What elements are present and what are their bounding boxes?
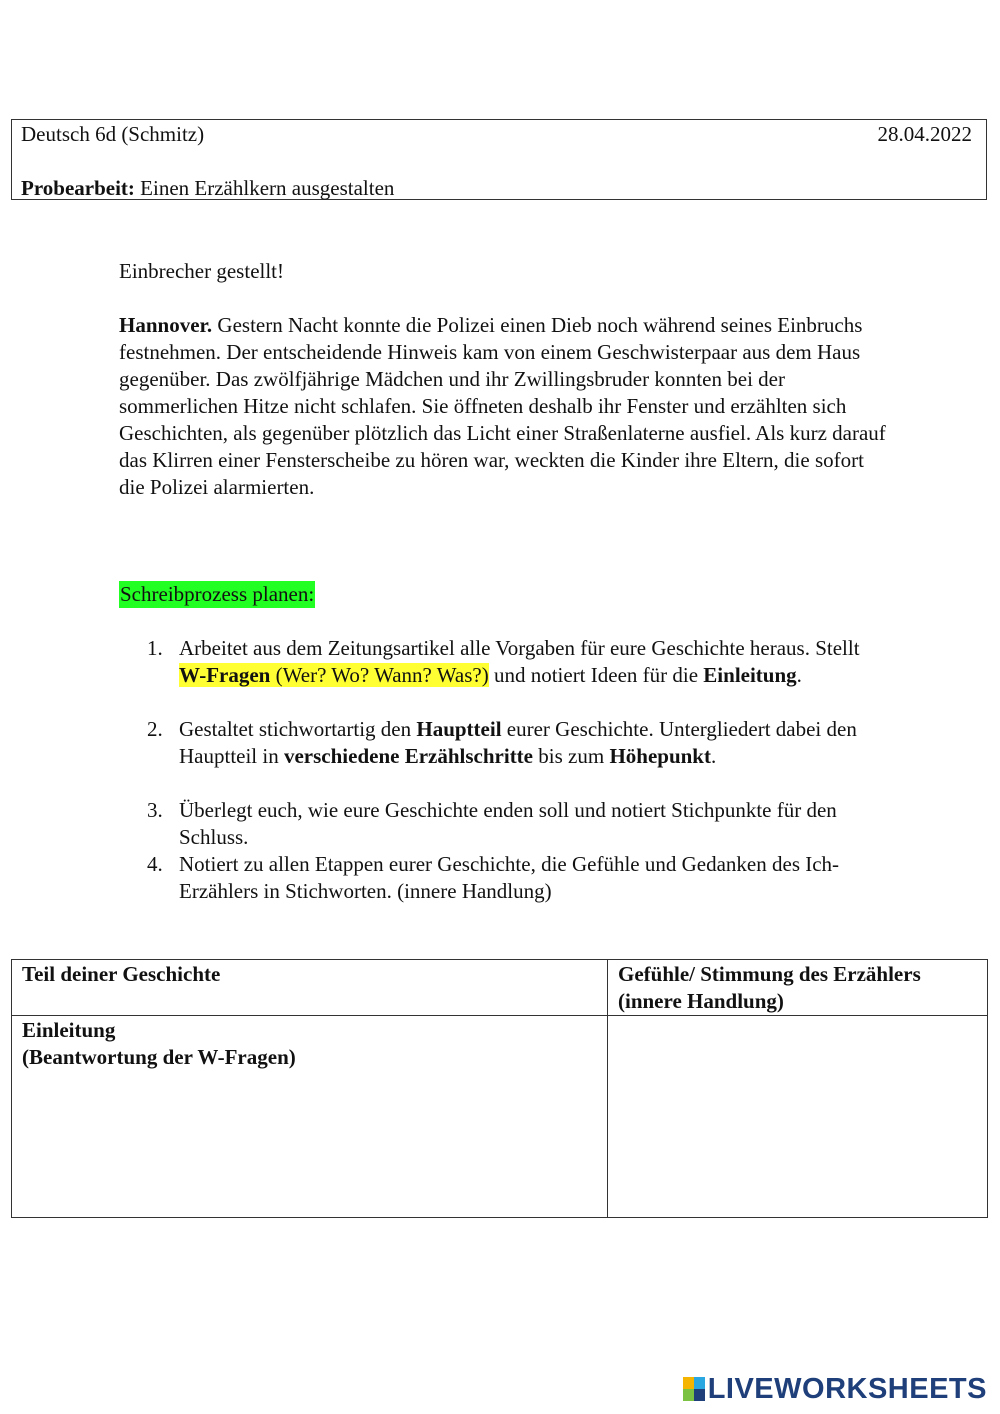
exam-title (21, 176, 394, 201)
header-text: (innere Handlung) (618, 989, 784, 1013)
liveworksheets-logo (683, 1372, 987, 1406)
brand-text: LIVEWORKSHEETS (707, 1373, 987, 1405)
table-header-feelings (608, 960, 988, 1016)
task-text: eurer Geschichte. Untergliedert dabei den Hauptteil in (179, 717, 857, 768)
table-header-part (12, 960, 608, 1016)
task-item-2 (147, 716, 887, 770)
task-text: Überlegt euch, wie eure Geschichte enden soll und notiert Stichpunkte für den Schluss. (179, 798, 837, 849)
task-keyword: Hauptteil (416, 717, 502, 741)
task-keyword: Einleitung (703, 663, 797, 687)
article-body (119, 312, 889, 501)
task-list (147, 635, 887, 905)
task-keyword: Höhepunkt (609, 744, 711, 768)
header-box (11, 119, 987, 200)
plan-heading: Schreibprozess planen: (120, 582, 315, 606)
w-questions-highlight (179, 663, 489, 687)
table-row (12, 1016, 988, 1218)
task-text: bis zum (533, 744, 610, 768)
task-text: Arbeitet aus dem Zeitungsartikel alle Vorgaben für eure Geschichte heraus. Stellt (179, 636, 860, 660)
article-title: Einbrecher gestellt! (119, 259, 285, 283)
course-name: Deutsch 6d (Schmitz) (21, 122, 205, 146)
article-location: Hannover. (119, 313, 213, 337)
liveworksheets-logo-icon (683, 1377, 705, 1401)
task-text: und notiert Ideen für die (488, 663, 704, 687)
task-text: (Wer? Wo? Wann? Was?) (270, 663, 489, 687)
task-text: . (710, 744, 717, 768)
table-cell-intro (12, 1016, 608, 1218)
cell-text: Einleitung (22, 1018, 116, 1042)
task-item-4 (147, 851, 887, 905)
task-item-3 (147, 797, 887, 851)
table-cell-feelings-answer[interactable] (608, 1016, 988, 1218)
exam-date: 28.04.2022 (877, 122, 972, 146)
header-text: Teil deiner Geschichte (22, 962, 221, 986)
task-item-1 (147, 635, 887, 689)
task-text: . (796, 663, 802, 687)
story-plan-table (11, 959, 988, 1218)
task-number: 4. (147, 852, 163, 876)
task-number: 2. (147, 717, 163, 741)
task-keyword: verschiedene Erzählschritte (283, 744, 534, 768)
task-text: Gestaltet stichwortartig den (179, 717, 417, 741)
header-text: Gefühle/ Stimmung des Erzählers (618, 962, 921, 986)
task-keyword: W-Fragen (179, 663, 271, 687)
task-number: 3. (147, 798, 163, 822)
task-number: 1. (147, 636, 163, 660)
cell-text: (Beantwortung der W-Fragen) (22, 1045, 296, 1069)
newspaper-article (119, 258, 889, 501)
exam-topic: Einen Erzählkern ausgestalten (140, 176, 395, 200)
exam-label: Probearbeit: (21, 176, 135, 200)
table-header-row (12, 960, 988, 1016)
article-text: Gestern Nacht konnte die Polizei einen Dieb noch während seines Einbruchs festnehmen. Der entscheidende Hinweis kam von einem Geschwisterpaar aus dem Haus gegenüber. Das zwölfjährige Mädchen und ihr Zwillingsbruder konnten bei der sommerlichen Hitze nicht schlafen. Sie öffneten deshalb ihr Fenster und erzählten sich Geschichten, als gegenüber plötzlich das Licht einer Straßenlaterne ausfiel. Als kurz darauf das Klirren einer Fensterscheibe zu hören war, weckten die Kinder ihre Eltern, die sofort die Polizei alarmierten. (119, 313, 886, 499)
task-text: Notiert zu allen Etappen eurer Geschichte, die Gefühle und Gedanken des Ich- Erzählers in Stichworten. (innere Handlung) (179, 852, 840, 903)
